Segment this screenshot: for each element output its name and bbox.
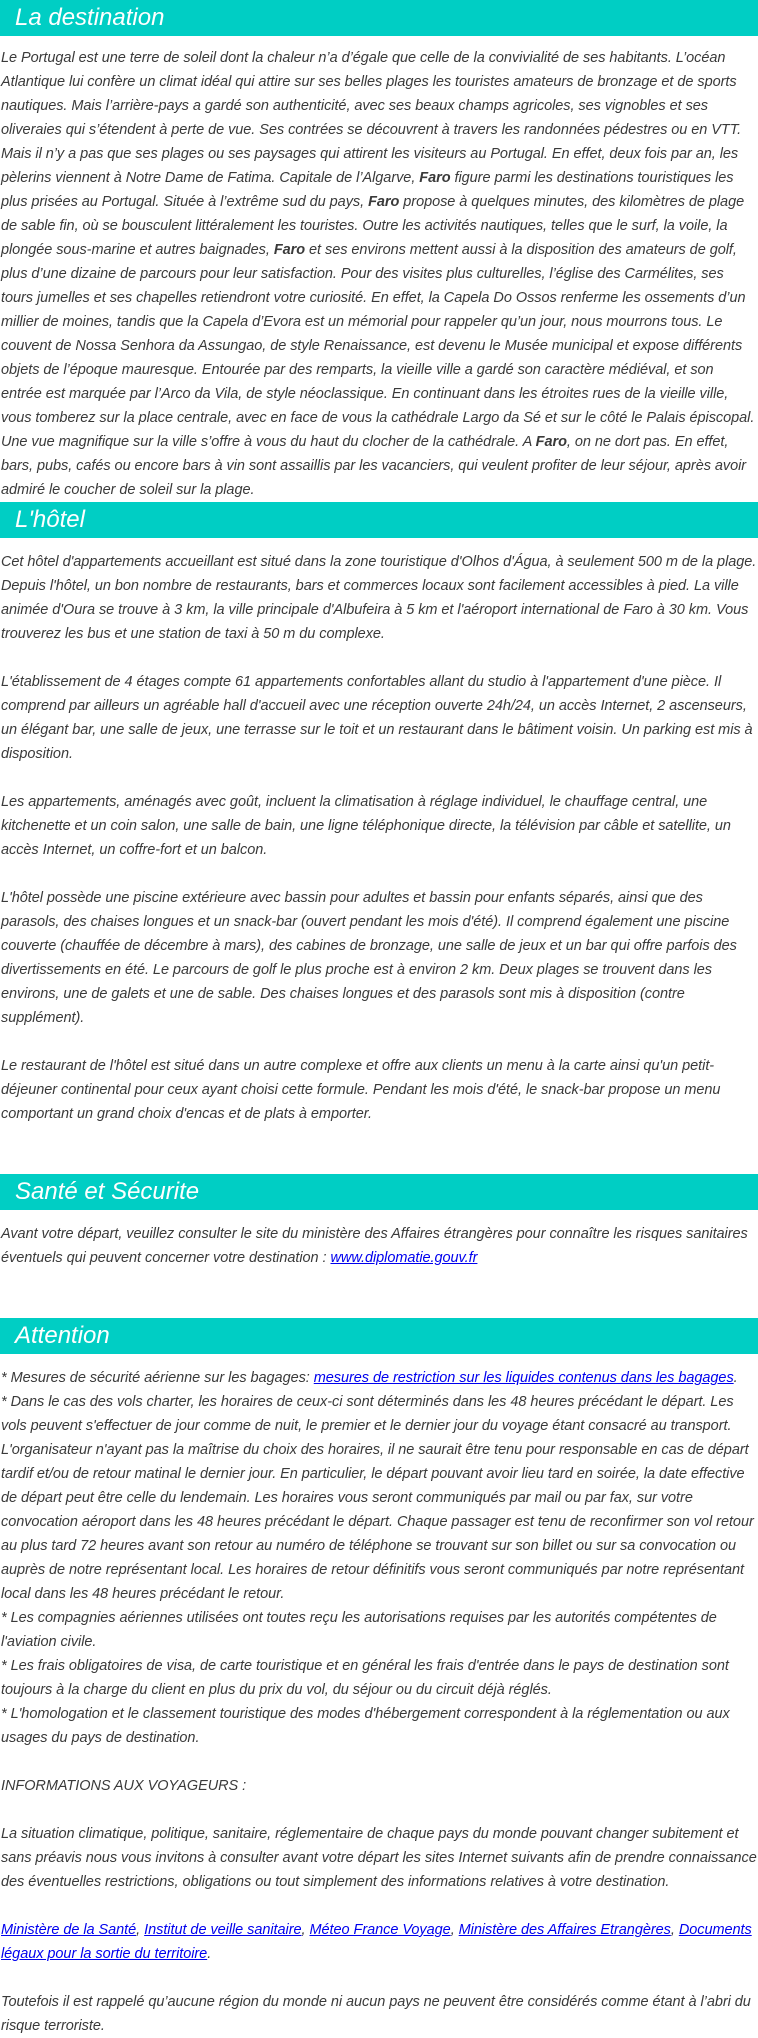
link-separator: , [301, 1922, 310, 1938]
section-title-health: Santé et Sécurite [0, 1174, 758, 1210]
link-meteo-france-voyage[interactable]: Méteo France Voyage [309, 1922, 451, 1938]
destination-text-part: et ses environs mettent aussi à la disposition des amateurs de golf, plus d’une dizaine de parcours pour leur satisfaction. Pour des visites plus culturelles, l’église des Carmélites, ses tours jumelles et ses chapelles retiendront votre curiosité. En effet, la Capela Do Ossos renferme les ossements d’un millier de moines, tandis que la Capela d’Evora est un mémorial pour rappeler qu’un jour, nous mourrons tous. Le couvent de Nossa Senhora da Assungao, de style Renaissance, est devenu le Musée municipal et expose différents objets de l’époque mauresque. Entourée par des remparts, la vieille ville a gardé son caractère médiéval, et son entrée est marquée par l’Arco da Vila, de style néoclassique. En continuant dans les étroites rues de la vieille ville, vous tomberez sur la place centrale, avec en face de vous la cathédrale Largo da Sé et sur le côté le Palais épiscopal. Une vue magnifique sur la ville s’offre à vous du haut du clocher de la cathédrale. A [1, 242, 755, 450]
link-separator: , [450, 1922, 459, 1938]
hotel-paragraph-4: L'hôtel possède une piscine extérieure avec bassin pour adultes et bassin pour enfants séparés, ainsi que des parasols, des chaises longues et un snack-bar (ouvert pendant les mois d'été). Il comprend également une piscine couverte (chauffée de décembre à mars), des cabines de bronzage, une salle de jeux et un bar qui offre parfois des divertissements en été. Le parcours de golf le plus proche est à environ 2 km. Deux plages se trouvent dans les environs, une de galets et une de sable. Des chaises longues et des parasols sont mis à disposition (contre supplément). [1, 890, 737, 1026]
link-documents-legaux[interactable]: Documents légaux pour la sortie du territoire [1, 1922, 752, 1962]
health-text [0, 1222, 758, 1270]
link-ministere-sante[interactable]: Ministère de la Santé [1, 1922, 137, 1938]
section-title-destination: La destination [0, 0, 758, 36]
hotel-paragraph-1: Cet hôtel d'appartements accueillant est situé dans la zone touristique d'Olhos d'Água, à seulement 500 m de la plage. Depuis l'hôtel, un bon nombre de restaurants, bars et commerces locaux sont facilement accessibles à pied. La ville animée d'Oura se trouve à 3 km, la ville principale d'Albufeira à 5 km et l'aéroport international de Faro à 30 km. Vous trouverez les bus et une station de taxi à 50 m du complexe. [1, 554, 757, 642]
hotel-paragraph-5: Le restaurant de l'hôtel est situé dans un autre complexe et offre aux clients un menu à la carte ainsi qu'un petit-déjeuner continental pour ceux ayant choisi cette formule. Pendant les mois d'été, le snack-bar propose un menu comportant un grand choix d'encas et de plats à emporter. [1, 1058, 721, 1122]
destination-bold-faro: Faro [368, 194, 400, 210]
link-institut-veille-sanitaire[interactable]: Institut de veille sanitaire [144, 1922, 302, 1938]
hotel-paragraph-2: L'établissement de 4 étages compte 61 appartements confortables allant du studio à l'appartement d'une pièce. Il comprend par ailleurs un agréable hall d'accueil avec une réception ouverte 24h/24, un accès Internet, 2 ascenseurs, un élégant bar, une salle de jeux, une terrasse sur le toit et un restaurant dans le bâtiment voisin. Un parking est mis à disposition. [1, 674, 753, 762]
info-text: La situation climatique, politique, sanitaire, réglementaire de chaque pays du monde pouvant changer subitement et sans préavis nous vous invitons à consulter avant votre départ les sites Internet suivants afin de prendre connaissance des éventuelles restrictions, obligations ou tout simplement des informations relatives à votre destination. [1, 1826, 757, 1890]
destination-text-part: , on ne dort pas. En effet, bars, pubs, cafés ou encore bars à vin sont assaillis par les vacanciers, qui veulent profiter de leur séjour, après avoir admiré le coucher de soleil sur la plage. [1, 434, 747, 498]
info-heading: INFORMATIONS AUX VOYAGEURS : [1, 1778, 247, 1794]
destination-text-part: Le Portugal est une terre de soleil dont la chaleur n’a d’égale que celle de la convivialité de ses habitants. L’océan Atlantique lui confère un climat idéal qui attire sur ses belles plages les touristes amateurs de bronzage et de sports nautiques. Mais l’arrière-pays a gardé son authenticité, avec ses beaux champs agricoles, ses vignobles et ses oliveraies qui s’étendent à perte de vue. Ses contrées se découvrent à travers les randonnées pédestres ou en VTT. Mais il n’y a pas que ses plages ou ses paysages qui attirent les visiteurs au Portugal. En effet, deux fois par an, les pèlerins viennent à Notre Dame de Fatima. Capitale de l’Algarve, [1, 50, 742, 186]
attention-item-text: * Mesures de sécurité aérienne sur les bagages: [1, 1370, 314, 1386]
attention-item-end: . [733, 1370, 738, 1386]
destination-text-part: figure parmi les destinations touristiques les plus prisées au Portugal. Située à l’extrême sud du pays, [1, 170, 734, 210]
destination-bold-faro: Faro [535, 434, 567, 450]
health-text-part: Avant votre départ, veuillez consulter le site du ministère des Affaires étrangères pour connaître les risques sanitaires éventuels qui peuvent concerner votre destination : [1, 1226, 748, 1266]
travel-info-links [0, 1918, 758, 1966]
link-ministere-affaires-etrangeres[interactable]: Ministère des Affaires Etrangères [458, 1922, 671, 1938]
attention-item-baggage [0, 1366, 758, 1390]
link-separator: , [670, 1922, 679, 1938]
attention-item-accommodation: * L'homologation et le classement touristique des modes d'hébergement correspondent à la réglementation ou aux usages du pays de destination. [1, 1706, 730, 1746]
links-end: . [207, 1946, 212, 1962]
section-title-attention: Attention [0, 1318, 758, 1354]
section-title-hotel: L'hôtel [0, 502, 758, 538]
liquids-restriction-link[interactable]: mesures de restriction sur les liquides contenus dans les bagages [313, 1370, 734, 1386]
destination-bold-faro: Faro [419, 170, 451, 186]
hotel-paragraph-3: Les appartements, aménagés avec goût, incluent la climatisation à réglage individuel, le chauffage central, une kitchenette et un coin salon, une salle de bain, une ligne téléphonique directe, la télévision par câble et satellite, un accès Internet, un coffre-fort et un balcon. [1, 794, 731, 858]
diplomatie-link[interactable]: www.diplomatie.gouv.fr [330, 1250, 478, 1266]
destination-text [0, 46, 758, 502]
attention-item-airlines: * Les compagnies aériennes utilisées ont toutes reçu les autorisations requises par les autorités compétentes de l'aviation civile. [1, 1610, 717, 1650]
attention-item-charter: * Dans le cas des vols charter, les horaires de ceux-ci sont déterminés dans les 48 heures précédant le départ. Les vols peuvent s'effectuer de jour comme de nuit, le premier et le dernier jour du voyage étant consacré au transport. L'organisateur n'ayant pas la maîtrise du choix des horaires, il ne saurait être tenu pour responsable en cas de départ tardif et/ou de retour matinal le dernier jour. En particulier, le départ pouvant avoir lieu tard en soirée, la date effective de départ peut être celle du lendemain. Les horaires vous seront communiqués par mail ou par fax, sur votre convocation aéroport dans les 48 heures précédant le départ. Chaque passager est tenu de reconfirmer son vol retour au plus tard 72 heures avant son retour au numéro de téléphone se trouvant sur son billet ou sur sa convocation ou auprès de notre représentant local. Les horaires de retour définitifs vous seront communiqués par notre représentant local dans les 48 heures précédant le retour. [1, 1394, 754, 1602]
terrorism-notice: Toutefois il est rappelé qu’aucune région du monde ni aucun pays ne peuvent être considérés comme étant à l’abri du risque terroriste. [1, 1994, 751, 2034]
attention-item-visa: * Les frais obligatoires de visa, de carte touristique et en général les frais d'entrée dans le pays de destination sont toujours à la charge du client en plus du prix du vol, du séjour ou du circuit déjà réglés. [1, 1658, 729, 1698]
destination-text-part: propose à quelques minutes, des kilomètres de plage de sable fin, où se bousculent littéralement les touristes. Outre les activités nautiques, telles que le surf, la voile, la plongée sous-marine et autres baignades, [1, 194, 745, 258]
destination-bold-faro: Faro [273, 242, 306, 258]
link-separator: , [136, 1922, 145, 1938]
